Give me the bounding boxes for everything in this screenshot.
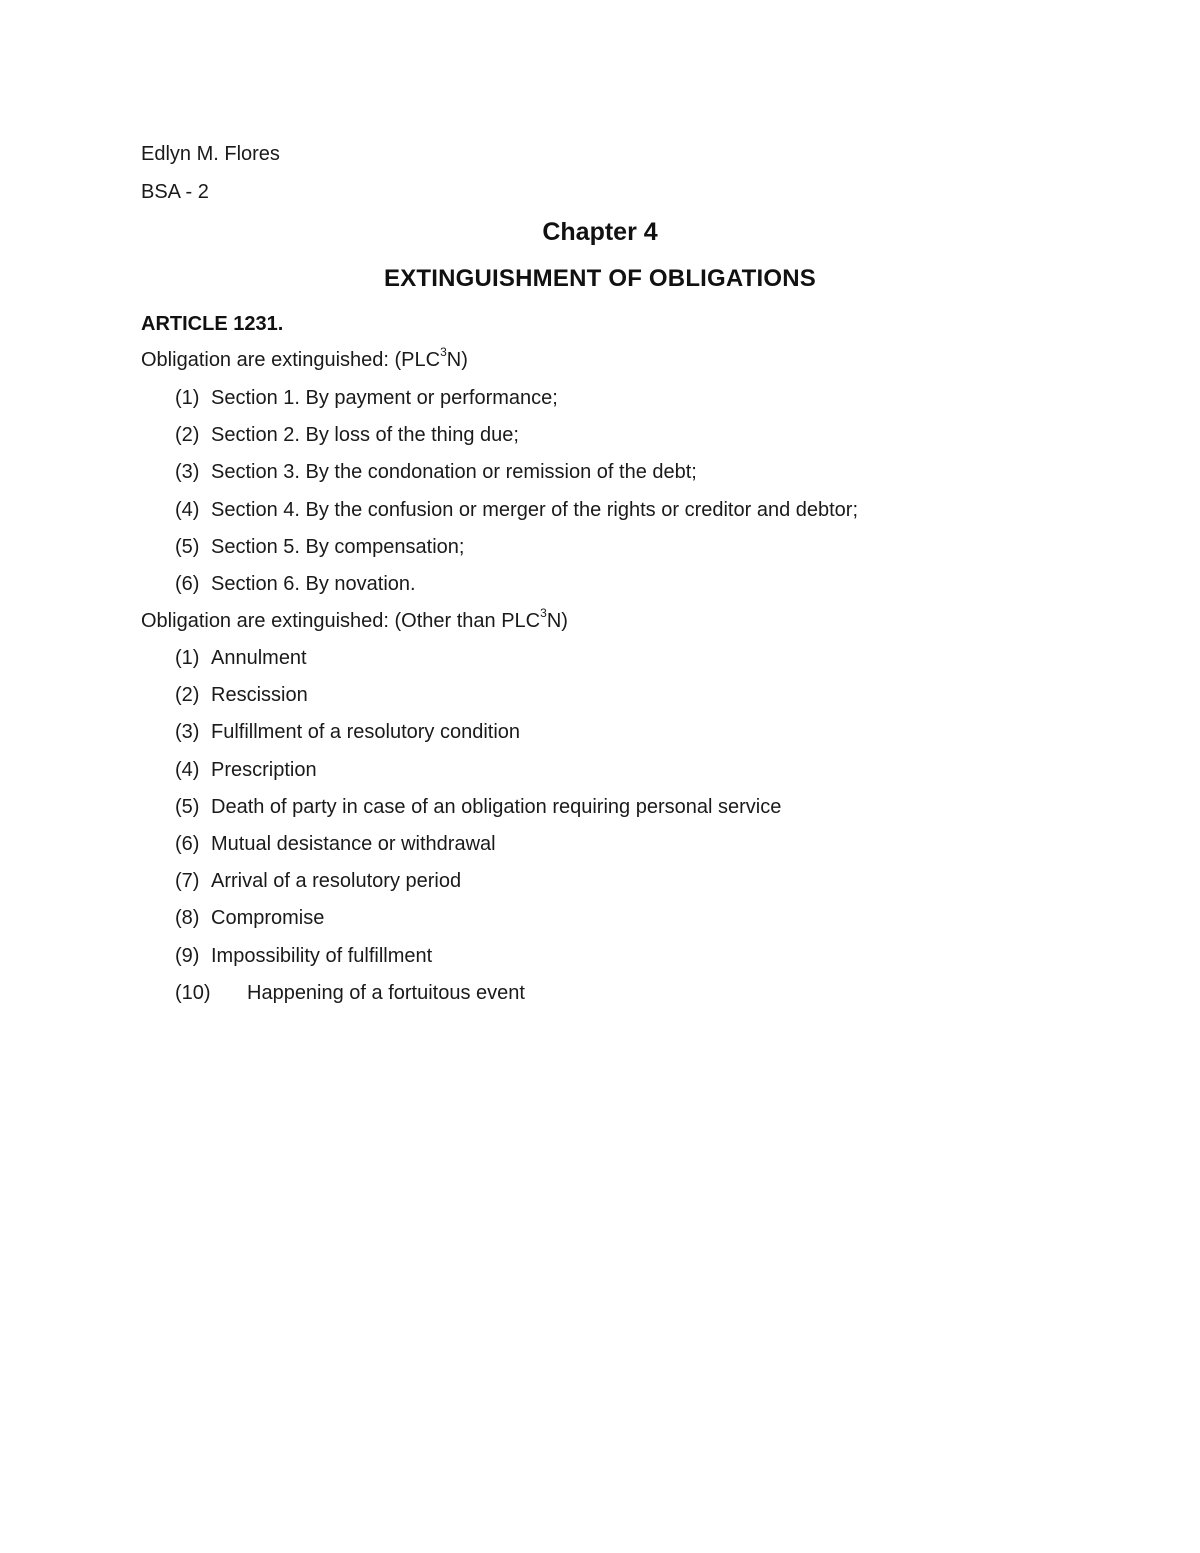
list-item-text: Mutual desistance or withdrawal [211, 832, 496, 855]
group1-list [175, 385, 858, 608]
list-item-number: (5) [175, 535, 200, 558]
list-item-number: (6) [175, 572, 200, 595]
course-label: BSA - 2 [141, 181, 209, 203]
list-item [175, 794, 781, 831]
list-item [175, 645, 781, 682]
group1-intro-suffix: N) [446, 349, 468, 371]
list-item-text: Happening of a fortuitous event [247, 981, 525, 1004]
list-item-text: Fulfillment of a resolutory condition [211, 721, 521, 744]
group2-intro-suffix: N) [546, 610, 568, 632]
list-item-number: (10) [175, 981, 211, 1004]
list-item [175, 980, 781, 1017]
list-item [175, 385, 858, 422]
list-item-text: Arrival of a resolutory period [211, 870, 462, 893]
list-item-number: (5) [175, 795, 200, 818]
list-item [175, 497, 858, 534]
group1-intro [141, 347, 468, 373]
list-item-text: Section 5. By compensation; [211, 535, 465, 558]
list-item-text: Compromise [211, 907, 325, 930]
list-item-text: Annulment [211, 647, 307, 669]
list-item [175, 757, 781, 794]
list-item-text: Section 6. By novation. [211, 572, 416, 595]
list-item [175, 534, 858, 571]
group1-intro-prefix: Obligation are extinguished: (PLC [141, 349, 441, 371]
article-heading: ARTICLE 1231. [141, 313, 284, 335]
list-item-number: (2) [175, 424, 200, 447]
list-item [175, 459, 858, 496]
list-item-number: (3) [175, 721, 200, 744]
list-item-text: Section 1. By payment or performance; [211, 387, 558, 409]
group2-intro [141, 608, 568, 634]
list-item [175, 868, 781, 905]
list-item-number: (3) [175, 461, 200, 484]
chapter-title: Chapter 4 [542, 218, 658, 246]
list-item-text: Death of party in case of an obligation requiring personal service [211, 795, 782, 818]
list-item-number: (4) [175, 758, 200, 781]
list-item-number: (1) [175, 387, 200, 409]
list-item [175, 422, 858, 459]
list-item [175, 571, 858, 608]
list-item-number: (7) [175, 870, 200, 893]
list-item-text: Prescription [211, 758, 317, 781]
list-item [175, 831, 781, 868]
list-item-number: (8) [175, 907, 200, 930]
chapter-subtitle: EXTINGUISHMENT OF OBLIGATIONS [383, 265, 817, 292]
list-item [175, 682, 781, 719]
list-item [175, 943, 781, 980]
list-item-text: Rescission [211, 684, 308, 707]
list-item [175, 719, 781, 756]
group2-intro-superscript: 3 [540, 606, 547, 621]
group1-intro-superscript: 3 [440, 345, 447, 360]
author-name: Edlyn M. Flores [141, 143, 280, 165]
group2-intro-prefix: Obligation are extinguished: (Other than PLC [141, 610, 541, 632]
list-item-text: Impossibility of fulfillment [211, 944, 433, 967]
list-item-number: (2) [175, 684, 200, 707]
list-item [175, 905, 781, 942]
list-item-number: (1) [175, 647, 200, 669]
list-item-number: (9) [175, 944, 200, 967]
group2-list [175, 645, 781, 1017]
list-item-text: Section 3. By the condonation or remission of the debt; [211, 461, 697, 484]
list-item-number: (6) [175, 832, 200, 855]
list-item-number: (4) [175, 498, 200, 521]
list-item-text: Section 2. By loss of the thing due; [211, 424, 519, 447]
list-item-text: Section 4. By the confusion or merger of the rights or creditor and debtor; [211, 498, 859, 521]
